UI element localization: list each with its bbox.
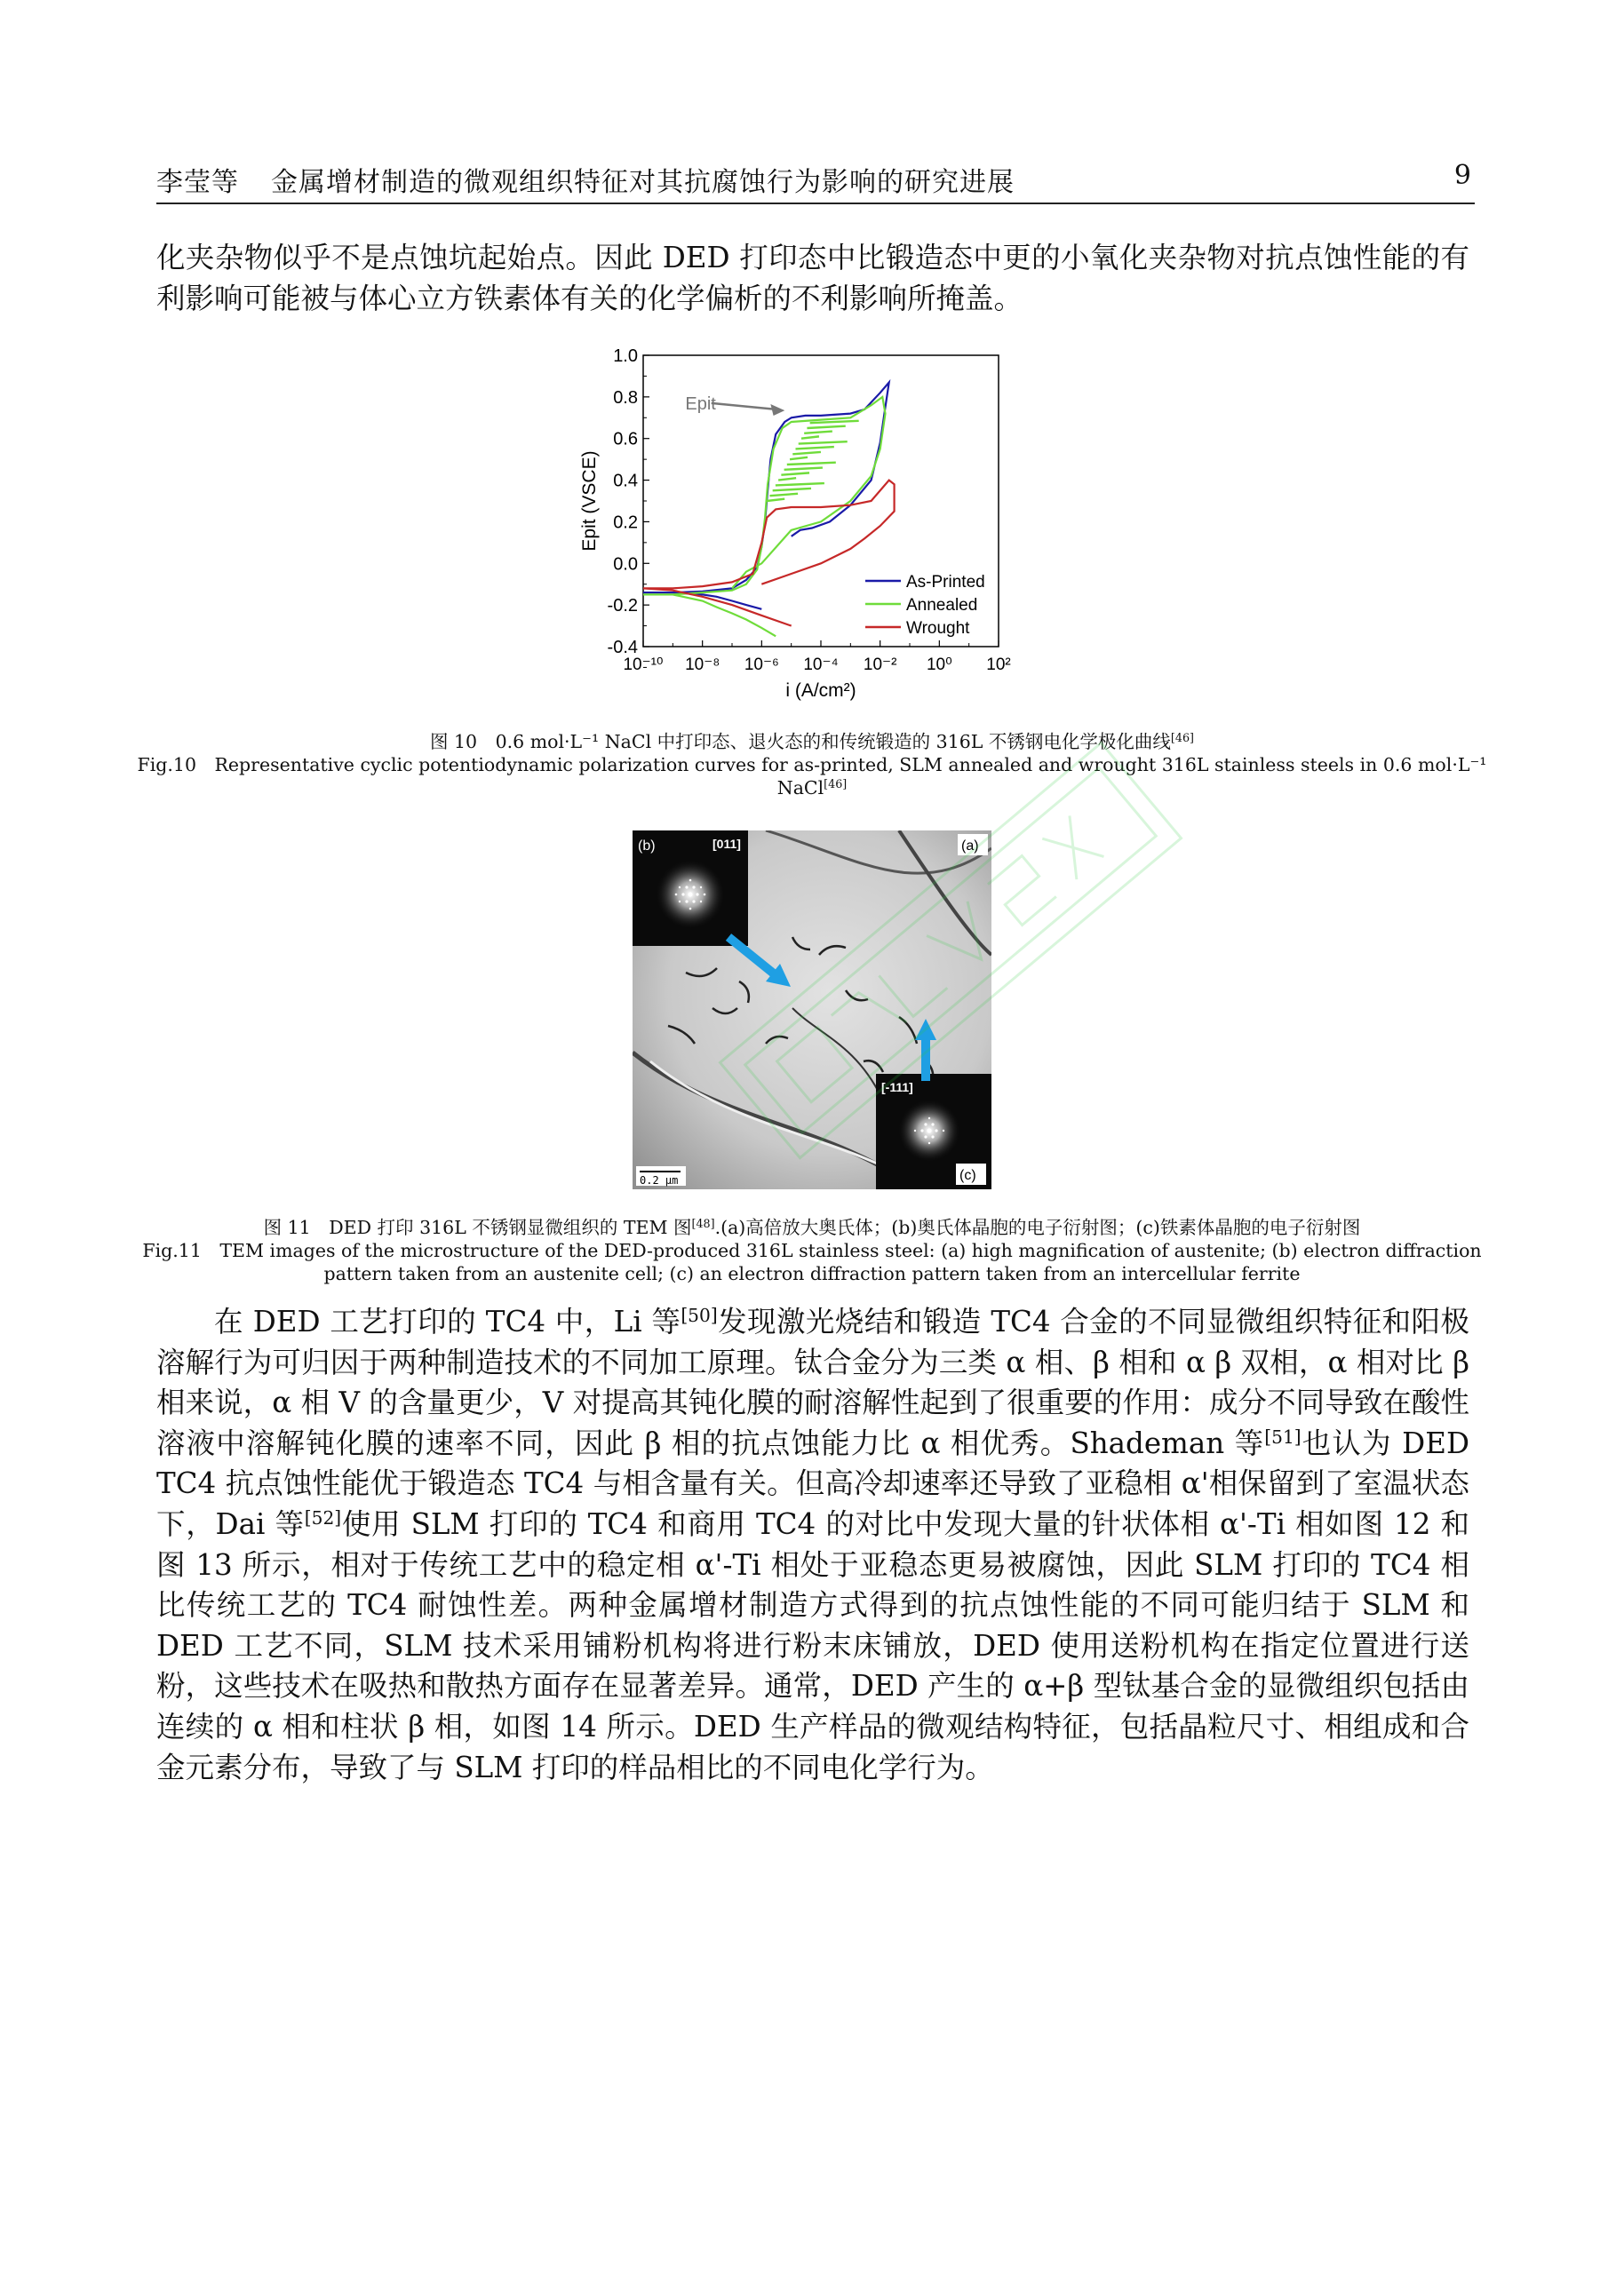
annotation-arrowhead bbox=[770, 404, 784, 416]
chart-legend bbox=[865, 573, 985, 638]
figure-11-tem-image bbox=[633, 830, 991, 1189]
legend-label: As-Printed bbox=[906, 573, 985, 592]
x-tick-label: 10⁻¹⁰ bbox=[623, 655, 664, 674]
annotation-label: Epit bbox=[685, 393, 716, 414]
paragraph-text: 化夹杂物似乎不是点蚀坑起始点。因此 DED 打印态中比锻造态中更的小氧化夹杂物对抗点蚀性能的有利影响可能被与体心立方铁素体有关的化学偏析的不利影响所掩盖。 bbox=[156, 241, 1469, 315]
x-tick-label: 10⁰ bbox=[926, 655, 952, 674]
zone-axis-c-label: [-111] bbox=[881, 1080, 913, 1094]
transient-spike bbox=[810, 421, 859, 423]
transient-spike bbox=[799, 441, 848, 443]
legend-label: Annealed bbox=[906, 596, 978, 615]
x-axis-label: i (A/cm²) bbox=[785, 680, 856, 701]
series-line-wrought bbox=[643, 481, 895, 626]
y-tick-label: -0.4 bbox=[607, 638, 638, 657]
transient-spike bbox=[801, 436, 819, 438]
inset-b bbox=[633, 830, 748, 946]
y-tick-label: 0.2 bbox=[613, 512, 638, 533]
body-paragraph-2 bbox=[156, 1302, 1469, 1788]
inset-c bbox=[876, 1074, 991, 1189]
body-paragraph-1 bbox=[156, 238, 1469, 319]
caption-en-line1: Fig.10 Representative cyclic potentiodynamic polarization curves for as-printed, SLM annealed and wrought 316L stainless steels in 0.6 mol·L⁻¹ bbox=[137, 754, 1487, 775]
y-tick-label: 0.8 bbox=[613, 387, 638, 408]
transient-spike bbox=[807, 426, 845, 428]
y-axis-label: Epit (VSCE) bbox=[579, 450, 600, 552]
y-tick-label: 0.4 bbox=[613, 471, 638, 491]
header-authors: 李莹等 bbox=[156, 167, 239, 198]
chart-axes bbox=[579, 346, 1011, 701]
panel-b-label: (b) bbox=[638, 838, 656, 854]
x-tick-label: 10⁻⁶ bbox=[744, 655, 779, 674]
transient-spike bbox=[784, 468, 823, 470]
chart-annotation-group bbox=[685, 394, 784, 416]
caption-en-line2: NaCl[46] bbox=[776, 777, 848, 798]
chart-series-group bbox=[643, 383, 895, 637]
transient-spike bbox=[790, 457, 808, 459]
transient-spike bbox=[792, 452, 821, 454]
y-tick-label: 0.0 bbox=[613, 554, 638, 575]
figure-11-caption bbox=[133, 1216, 1491, 1285]
y-tick-label: 1.0 bbox=[613, 346, 638, 366]
caption-en-line2: pattern taken from an austenite cell; (c) an electron diffraction pattern taken from an intercellular ferrite bbox=[323, 1263, 1301, 1284]
x-tick-label: 10⁻⁸ bbox=[685, 655, 720, 674]
transient-spike bbox=[804, 432, 832, 433]
legend-label: Wrought bbox=[906, 619, 970, 638]
series-line-annealed bbox=[643, 397, 886, 636]
page-number: 9 bbox=[1453, 160, 1471, 191]
caption-cn: 图 10 0.6 mol·L⁻¹ NaCl 中打印态、退火态的和传统锻造的 316L 不锈钢电化学极化曲线[46] bbox=[429, 731, 1194, 752]
transient-spike bbox=[769, 494, 798, 496]
header-title: 金属增材制造的微观组织特征对其抗腐蚀行为影响的研究进展 bbox=[271, 167, 1015, 198]
zone-axis-b-label: [011] bbox=[712, 837, 741, 851]
transient-spike bbox=[787, 463, 836, 465]
scale-bar-label: 0.2 μm bbox=[640, 1174, 679, 1187]
y-tick-label: -0.2 bbox=[607, 596, 638, 616]
caption-cn: 图 11 DED 打印 316L 不锈钢显微组织的 TEM 图[48].(a)高倍放大奥氏体；(b)奥氏体晶胞的电子衍射图；(c)铁素体晶胞的电子衍射图 bbox=[263, 1217, 1361, 1238]
transient-spike bbox=[776, 483, 824, 485]
x-tick-label: 10⁻⁴ bbox=[803, 655, 839, 674]
paragraph-text: 在 DED 工艺打印的 TC4 中，Li 等[50]发现激光烧结和锻造 TC4 合金的不同显微组织特征和阳极溶解行为可归因于两种制造技术的不同加工原理。钛合金分为三类 α 相、β 相和 α β 双相，α 相对比 β 相来说，α 相 V 的含量更少，V 对提高其钝化膜的耐溶解性起到了很重要的作用：成分不同导致在酸性溶液中溶解钝化膜的速率不同，因此 β 相的抗点蚀能力比 α 相优秀。Shademan 等[51]也认为 DED TC4 抗点蚀性能优于锻造态 TC4 与相含量有关。但高冷却速率还导致了亚稳相 α'相保留到了室温状态下，Dai 等[52]使用 SLM 打印的 TC4 和商用 TC4 的对比中发现大量的针状体相 α'-Ti 相如图 12 和图 13 所示，相对于传统工艺中的稳定相 α'-Ti 相处于亚稳态更易被腐蚀，因此 SLM 打印的 TC4 相比传统工艺的 TC4 耐蚀性差。两种金属增材制造方式得到的抗点蚀性能的不同可能归结于 SLM 和 DED 工艺不同，SLM 技术采用铺粉机构将进行粉末床铺放，DED 使用送粉机构在指定位置进行送粉，这些技术在吸热和散热方面存在显著差异。通常，DED 产生的 α+β 型钛基合金的显微组织包括由连续的 α 相和柱状 β 相，如图 14 所示。DED 生产样品的微观结构特征，包括晶粒尺寸、相组成和合金元素分布，导致了与 SLM 打印的样品相比的不同电化学行为。 bbox=[156, 1304, 1469, 1784]
figure-10-caption bbox=[133, 730, 1491, 799]
annotation-arrow bbox=[712, 403, 776, 409]
y-tick-label: 0.6 bbox=[613, 429, 638, 449]
figure-10-chart bbox=[569, 345, 1066, 718]
transient-spike bbox=[773, 489, 811, 490]
x-tick-label: 10² bbox=[986, 655, 1011, 674]
transient-spike bbox=[778, 478, 796, 480]
transient-spike bbox=[781, 473, 809, 474]
x-tick-label: 10⁻² bbox=[863, 655, 897, 674]
caption-en-line1: Fig.11 TEM images of the microstructure of the DED-produced 316L stainless steel: (a) high magnification of austenite; (b) electron diffraction bbox=[142, 1240, 1482, 1261]
transient-spike bbox=[796, 447, 834, 449]
panel-c-label: (c) bbox=[959, 1168, 976, 1183]
transient-spike bbox=[767, 499, 784, 501]
header-rule bbox=[156, 203, 1475, 204]
panel-a-label: (a) bbox=[961, 838, 979, 854]
running-header bbox=[156, 160, 1015, 199]
